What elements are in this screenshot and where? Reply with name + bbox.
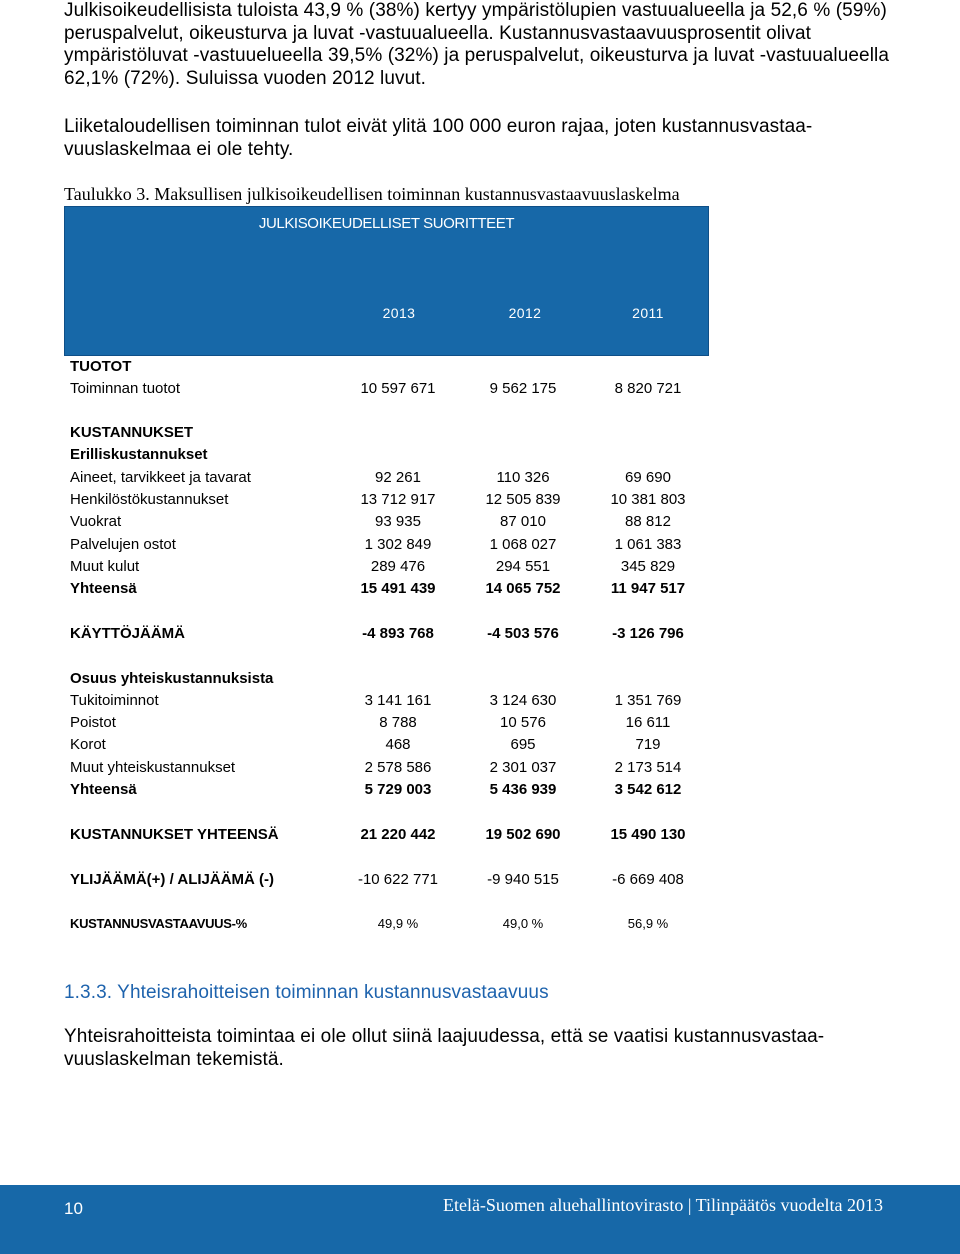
row-label: Henkilöstökustannukset	[70, 491, 229, 508]
value-2012: 87 010	[500, 513, 546, 530]
value-2013: 2 578 586	[364, 759, 432, 776]
value-2011: 1 351 769	[614, 692, 682, 709]
value-2012: -4 503 576	[487, 625, 559, 642]
row-label: Tukitoiminnot	[70, 692, 159, 709]
value-2013: 92 261	[375, 469, 421, 486]
row-label: YLIJÄÄMÄ(+) / ALIJÄÄMÄ (-)	[70, 871, 275, 888]
value-2011: 2 173 514	[614, 759, 682, 776]
value-2013: 13 712 917	[360, 491, 436, 508]
row-label: TUOTOT	[70, 358, 132, 375]
value-2011: 15 490 130	[610, 826, 686, 843]
page-footer	[0, 1185, 960, 1254]
value-2013: 468	[385, 736, 411, 753]
value-2011: 3 542 612	[614, 781, 682, 798]
value-2011: 16 611	[625, 714, 671, 731]
footer-text: Etelä-Suomen aluehallintovirasto | Tilinpäätös vuodelta 2013	[442, 1195, 883, 1215]
value-2011: 345 829	[620, 558, 676, 575]
row-label: KÄYTTÖJÄÄMÄ	[70, 625, 185, 642]
value-2011: 8 820 721	[614, 380, 682, 397]
year-header-2011: 2011	[632, 305, 664, 321]
value-2012: 5 436 939	[489, 781, 557, 798]
value-2012: 12 505 839	[485, 491, 561, 508]
row-label: KUSTANNUKSET	[70, 424, 194, 441]
row-label: KUSTANNUSVASTAAVUUS-%	[70, 916, 247, 931]
year-header-2012: 2012	[508, 305, 542, 321]
row-label: Vuokrat	[70, 513, 122, 530]
value-2012: 1 068 027	[489, 536, 557, 553]
value-2012: 2 301 037	[489, 759, 557, 776]
value-2013: -4 893 768	[362, 625, 434, 642]
value-2012: 14 065 752	[485, 580, 561, 597]
row-label: Erilliskustannukset	[70, 446, 208, 463]
year-header-2013: 2013	[382, 305, 416, 321]
row-label: Toiminnan tuotot	[70, 380, 181, 397]
value-2013: 289 476	[370, 558, 426, 575]
row-label: Poistot	[70, 714, 116, 731]
intro-paragraph-2: Liiketaloudellisen toiminnan tulot eivät ylitä 100 000 euron rajaa, joten kustannusvastaa-vuuslaskelmaa ei ole tehty.	[64, 116, 813, 160]
section-body: Yhteisrahoitteista toimintaa ei ole ollut siinä laajuudessa, että se vaatisi kustannusvastaa-vuuslaskelman tekemistä.	[64, 1026, 825, 1070]
section-heading: 1.3.3. Yhteisrahoitteisen toiminnan kustannusvastaavuus	[64, 982, 549, 1003]
value-2012: 49,0 %	[502, 916, 544, 931]
row-label: Muut kulut	[70, 558, 140, 575]
value-2013: 49,9 %	[377, 916, 419, 931]
value-2011: 11 947 517	[610, 580, 686, 597]
value-2013: 15 491 439	[360, 580, 436, 597]
value-2011: 56,9 %	[627, 916, 669, 931]
value-2011: -6 669 408	[612, 871, 684, 888]
value-2012: -9 940 515	[487, 871, 559, 888]
value-2013: 3 141 161	[364, 692, 432, 709]
value-2013: -10 622 771	[357, 871, 439, 888]
value-2013: 5 729 003	[364, 781, 432, 798]
intro-paragraph-1: Julkisoikeudellisista tuloista 43,9 % (38%) kertyy ympäristölupien vastuualueella ja 52,6 % (59%) peruspalvelut, oikeusturva ja luvat -vastuualueella. Kustannusvastaavuusprosentit olivat ympäristöluvat -vastuuelueella 39,5% (32%) ja peruspalvelut, oikeusturva ja luvat -vastuualueella 62,1% (72%). Suluissa vuoden 2012 luvut.	[64, 0, 890, 89]
value-2012: 294 551	[495, 558, 551, 575]
value-2012: 19 502 690	[485, 826, 561, 843]
value-2012: 9 562 175	[489, 380, 557, 397]
row-label: Palvelujen ostot	[70, 536, 176, 553]
value-2011: 1 061 383	[614, 536, 682, 553]
value-2013: 93 935	[375, 513, 421, 530]
row-label: Yhteensä	[70, 781, 137, 798]
value-2013: 8 788	[379, 714, 417, 731]
value-2011: 10 381 803	[610, 491, 686, 508]
value-2012: 695	[510, 736, 536, 753]
row-label: KUSTANNUKSET YHTEENSÄ	[70, 826, 279, 843]
row-label: Aineet, tarvikkeet ja tavarat	[70, 469, 251, 486]
table-header	[64, 206, 709, 356]
value-2012: 3 124 630	[489, 692, 557, 709]
value-2012: 110 326	[496, 469, 550, 486]
value-2013: 1 302 849	[364, 536, 432, 553]
value-2012: 10 576	[500, 714, 546, 731]
table-header-title: JULKISOIKEUDELLISET SUORITTEET	[258, 215, 515, 232]
value-2011: -3 126 796	[612, 625, 684, 642]
page-number: 10	[64, 1199, 83, 1218]
row-label: Yhteensä	[70, 580, 137, 597]
row-label: Muut yhteiskustannukset	[70, 759, 236, 776]
value-2011: 88 812	[625, 513, 671, 530]
value-2013: 21 220 442	[360, 826, 436, 843]
row-label: Osuus yhteiskustannuksista	[70, 670, 274, 687]
value-2011: 719	[635, 736, 661, 753]
table-caption: Taulukko 3. Maksullisen julkisoikeudellisen toiminnan kustannusvastaavuuslaskelma	[64, 184, 680, 204]
row-label: Korot	[70, 736, 106, 753]
value-2011: 69 690	[625, 469, 671, 486]
value-2013: 10 597 671	[360, 380, 436, 397]
